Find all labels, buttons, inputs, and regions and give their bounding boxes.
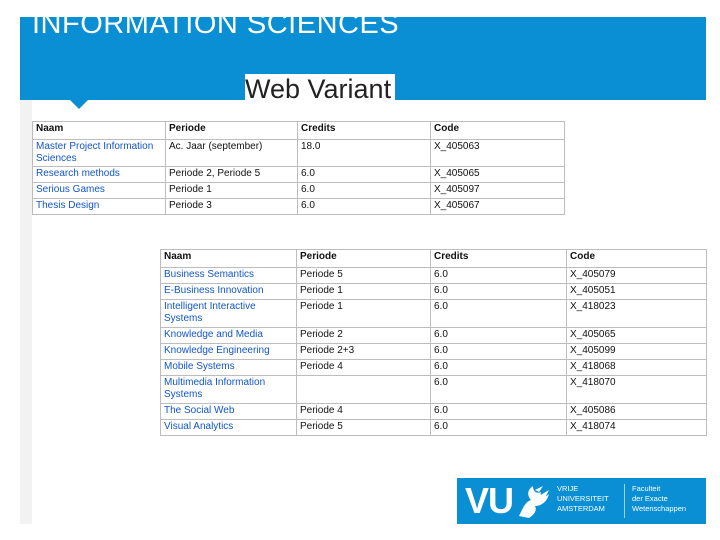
course-name-link[interactable]: Knowledge and Media <box>161 328 297 344</box>
table-row <box>33 140 565 167</box>
course-period: Periode 1 <box>297 284 431 300</box>
table-row <box>33 183 565 199</box>
column-header-code: Code <box>567 250 707 268</box>
table-row <box>161 284 707 300</box>
course-name-link[interactable]: Business Semantics <box>161 268 297 284</box>
course-period: Periode 4 <box>297 360 431 376</box>
course-code: X_405065 <box>431 167 565 183</box>
course-credits: 6.0 <box>431 268 567 284</box>
course-code: X_405086 <box>567 404 707 420</box>
table-row <box>161 344 707 360</box>
faculty-name-line: der Exacte <box>632 494 668 503</box>
course-credits: 6.0 <box>431 420 567 436</box>
course-code: X_405067 <box>431 199 565 215</box>
course-period: Periode 5 <box>297 268 431 284</box>
column-header-periode: Periode <box>166 122 298 140</box>
course-period: Periode 1 <box>166 183 298 199</box>
table-row <box>161 376 707 404</box>
course-credits: 6.0 <box>431 300 567 328</box>
course-table-electives <box>160 249 707 436</box>
course-code: X_418070 <box>567 376 707 404</box>
university-name-line: VRIJE <box>557 484 579 493</box>
course-period: Periode 2 <box>297 328 431 344</box>
header-pointer-icon <box>70 100 88 109</box>
course-period <box>297 376 431 404</box>
slide-subtitle: Web Variant <box>245 74 395 104</box>
course-name-link[interactable]: The Social Web <box>161 404 297 420</box>
course-code: X_405097 <box>431 183 565 199</box>
faculty-name <box>632 484 702 514</box>
course-credits: 6.0 <box>298 199 431 215</box>
course-credits: 6.0 <box>431 404 567 420</box>
course-name-link[interactable]: Serious Games <box>33 183 166 199</box>
course-code: X_418068 <box>567 360 707 376</box>
course-code: X_405063 <box>431 140 565 167</box>
table-header-row <box>33 122 565 140</box>
course-period: Periode 1 <box>297 300 431 328</box>
university-name <box>557 484 627 514</box>
course-credits: 18.0 <box>298 140 431 167</box>
course-credits: 6.0 <box>298 167 431 183</box>
university-name-line: AMSTERDAM <box>557 504 605 513</box>
vu-logo <box>457 478 706 524</box>
course-period: Periode 2, Periode 5 <box>166 167 298 183</box>
logo-mark: VU <box>465 480 514 521</box>
table-row <box>161 420 707 436</box>
course-name-link[interactable]: Mobile Systems <box>161 360 297 376</box>
course-table-core <box>32 121 565 215</box>
course-name-link[interactable]: Thesis Design <box>33 199 166 215</box>
column-header-naam: Naam <box>33 122 166 140</box>
course-name-link[interactable]: E-Business Innovation <box>161 284 297 300</box>
course-credits: 6.0 <box>431 376 567 404</box>
course-name-link[interactable]: Master Project Information Sciences <box>33 140 166 167</box>
column-header-code: Code <box>431 122 565 140</box>
course-code: X_418023 <box>567 300 707 328</box>
course-name-link[interactable]: Visual Analytics <box>161 420 297 436</box>
course-name-link[interactable]: Research methods <box>33 167 166 183</box>
column-header-credits: Credits <box>298 122 431 140</box>
table-row <box>161 360 707 376</box>
table-header-row <box>161 250 707 268</box>
course-name-link[interactable]: Knowledge Engineering <box>161 344 297 360</box>
table-row <box>33 167 565 183</box>
column-header-credits: Credits <box>431 250 567 268</box>
university-name-line: UNIVERSITEIT <box>557 494 609 503</box>
course-period: Periode 5 <box>297 420 431 436</box>
course-credits: 6.0 <box>431 284 567 300</box>
course-credits: 6.0 <box>431 344 567 360</box>
course-code: X_405079 <box>567 268 707 284</box>
course-period: Periode 4 <box>297 404 431 420</box>
faculty-name-line: Wetenschappen <box>632 504 687 513</box>
table-row <box>161 300 707 328</box>
faculty-name-line: Faculteit <box>632 484 661 493</box>
course-period: Ac. Jaar (september) <box>166 140 298 167</box>
table-row <box>161 328 707 344</box>
logo-divider <box>624 484 625 518</box>
left-margin-strip <box>20 100 32 524</box>
course-credits: 6.0 <box>431 360 567 376</box>
course-credits: 6.0 <box>298 183 431 199</box>
column-header-periode: Periode <box>297 250 431 268</box>
course-name-link[interactable]: Multimedia Information Systems <box>161 376 297 404</box>
course-credits: 6.0 <box>431 328 567 344</box>
column-header-naam: Naam <box>161 250 297 268</box>
course-period: Periode 2+3 <box>297 344 431 360</box>
table-row <box>33 199 565 215</box>
course-name-link[interactable]: Intelligent Interactive Systems <box>161 300 297 328</box>
course-period: Periode 3 <box>166 199 298 215</box>
slide-title: INFORMATION SCIENCES <box>32 8 400 40</box>
course-code: X_418074 <box>567 420 707 436</box>
griffin-icon <box>515 484 553 520</box>
course-code: X_405099 <box>567 344 707 360</box>
table-row <box>161 404 707 420</box>
course-code: X_405065 <box>567 328 707 344</box>
course-code: X_405051 <box>567 284 707 300</box>
table-row <box>161 268 707 284</box>
